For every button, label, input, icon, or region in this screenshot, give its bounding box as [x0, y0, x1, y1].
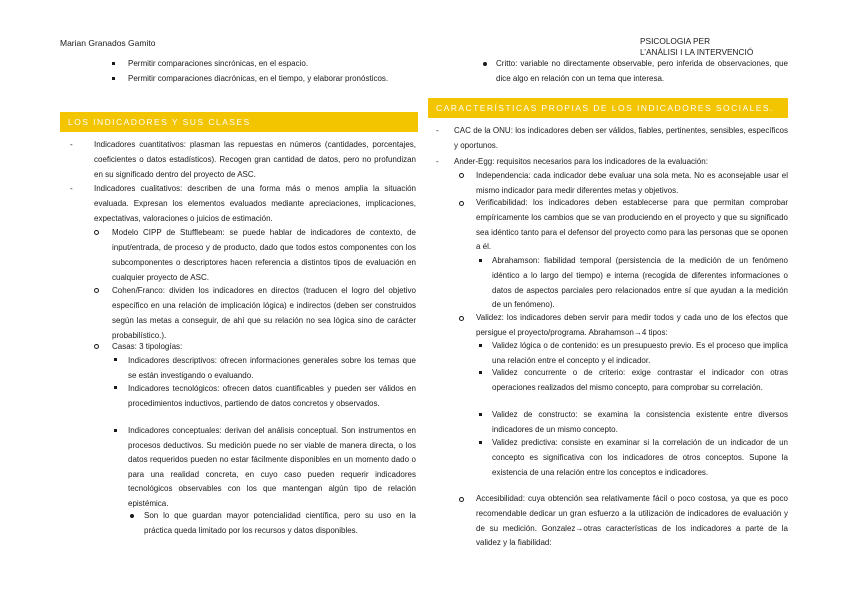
item-text: Validez de constructo: se examina la consistencia existente entre diversos indicadores de un mismo concepto.	[492, 410, 788, 434]
item-text: CAC de la ONU: los indicadores deben ser válidos, fiables, pertinentes, sensibles, específicos y oportunos.	[454, 126, 788, 150]
bullet-diacronicas	[128, 72, 416, 87]
item-tecnologicos	[128, 381, 416, 411]
square-bullet-icon	[114, 386, 117, 389]
square-bullet-icon	[479, 413, 482, 416]
item-text: Validez concurrente o de criterio: exige contrastar el indicador con otras operaciones realizados del mismo concepto, para comprobar su correlación.	[492, 368, 788, 392]
course-title	[640, 36, 753, 58]
item-text: Validez: los indicadores deben servir para medir todos y cada uno de los efectos que persigue el proyecto/programa. Abrahamson→4 tipos:	[476, 313, 788, 337]
square-bullet-icon	[479, 371, 482, 374]
circle-bullet-icon	[459, 201, 464, 206]
item-text: Ander-Egg: requisitos necesarios para los indicadores de la evaluación:	[454, 157, 708, 166]
item-cipp	[112, 225, 416, 285]
circle-bullet-icon	[459, 173, 464, 178]
item-validez-logica	[492, 339, 788, 369]
course-title-line-2: L’ANÀLISI I LA INTERVENCIÓ	[640, 47, 754, 57]
dash-marker: -	[70, 140, 73, 149]
item-cohen	[112, 283, 416, 343]
dot-bullet-icon	[130, 514, 134, 518]
item-descriptivos	[128, 353, 416, 383]
item-text: Modelo CIPP de Stufflebeam: se puede hablar de indicadores de contexto, de input/entrada, de proceso y de producto, dado que todos estos componentes con los subcomponentes o descriptores hacen referencia a distintos tipos de evaluación en cualquier proyecto de ASC.	[112, 228, 416, 282]
circle-bullet-icon	[459, 316, 464, 321]
bullet-text: Permitir comparaciones sincrónicas, en el espacio.	[128, 59, 309, 68]
square-bullet-icon	[114, 429, 117, 432]
bullet-sincronicas	[128, 57, 416, 71]
item-text: Validez lógica o de contenido: es un presupuesto previo. Es el proceso que implica una relación entre el concepto y el indicador.	[492, 341, 788, 365]
item-text: Indicadores cualitativos: describen de una forma más o menos amplia la situación evaluada. Expresan los elementos evaluados mediante apreciaciones, implicaciones, expectativas, valoraciones o juicios de estimación.	[94, 184, 416, 223]
item-cuantitativos	[70, 137, 416, 182]
item-validez	[476, 311, 788, 341]
item-text: Accesibilidad: cuya obtención sea relativamente fácil o poco costosa, ya que es poco recomendable dedicar un gran esfuerzo a la utilización de indicadores de evaluación y de su medición. Gonzalez→otras características de los indicadores a parte de la validez y la fiabilidad:	[476, 494, 788, 548]
circle-bullet-icon	[94, 344, 99, 349]
dash-marker: -	[436, 157, 439, 166]
dash-marker: -	[436, 126, 439, 135]
item-validez-predictiva	[492, 436, 788, 480]
item-text: Casas: 3 tipologías:	[112, 342, 183, 351]
square-bullet-icon	[479, 441, 482, 444]
circle-bullet-icon	[94, 288, 99, 293]
square-bullet-icon	[479, 259, 482, 262]
item-text: Indicadores conceptuales: derivan del análisis conceptual. Son instrumentos en procesos deductivos. Su medición puede no ser viable de manera directa, o los datos requeridos pueden no estar fácilmente disponibles en un momento dado o para una realidad concreta, en cuyo caso pueden requerir indicadores tecnológicos observables con los que mantengan algún tipo de relación epistémica.	[128, 426, 416, 508]
item-text: Indicadores tecnológicos: ofrecen datos cuantificables y pueden ser válidos en procedimientos inductivos, partiendo de datos concretos y observados.	[128, 384, 416, 408]
section-header-caracteristicas: CARACTERÍSTICAS PROPIAS DE LOS INDICADORES SOCIALES.	[428, 98, 788, 118]
circle-bullet-icon	[94, 230, 99, 235]
item-text: Son lo que guardan mayor potencialidad científica, pero su uso en la práctica queda limitado por los recursos y datos disponibles.	[144, 511, 416, 535]
item-conceptuales	[128, 424, 416, 512]
item-abrahamson	[492, 254, 788, 313]
item-validez-constructo	[492, 408, 788, 438]
item-critto	[496, 57, 788, 86]
item-cualitativos	[70, 181, 416, 226]
item-accesibilidad	[476, 492, 788, 551]
item-ander-egg	[436, 154, 788, 169]
item-cac	[436, 123, 788, 153]
item-casas	[112, 339, 416, 354]
dot-bullet-icon	[483, 62, 487, 66]
square-bullet-icon	[479, 344, 482, 347]
square-bullet-icon	[114, 358, 117, 361]
item-text: Indicadores descriptivos: ofrecen informaciones generales sobre los temas que se están investigando o evaluando.	[128, 356, 416, 380]
item-validez-concurrente	[492, 366, 788, 396]
item-verificabilidad	[476, 196, 788, 255]
item-text: Critto: variable no directamente observable, pero inferida de observaciones, que dice algo en relación con un tema que interesa.	[496, 59, 788, 83]
bullet-text: Permitir comparaciones diacrónicas, en el tiempo, y elaborar pronósticos.	[128, 74, 389, 83]
item-text: Cohen/Franco: dividen los indicadores en directos (traducen el logro del objetivo específico en una relación de implicación lógica) e indirectos (deben ser construidos según las metas a conseguir, de ahí que su relación no sea lógica sino de carácter probabilístico.).	[112, 286, 416, 340]
item-text: Abrahamson: fiabilidad temporal (persistencia de la medición de un fenómeno idéntico a lo largo del tiempo) e interna (recogida de diferentes informaciones o datos de aspectos parciales pero relacionados entre sí que ayudan a la medición de un fenómeno).	[492, 256, 788, 310]
square-bullet-icon	[112, 62, 115, 65]
item-independencia	[476, 168, 788, 198]
dash-marker: -	[70, 184, 73, 193]
item-text: Independencia: cada indicador debe evaluar una sola meta. No es aconsejable usar el mismo indicador para medir diferentes metas y objetivos.	[476, 171, 788, 195]
section-header-indicadores: LOS INDICADORES Y SUS CLASES	[60, 112, 418, 132]
item-text: Verificabilidad: los indicadores deben establecerse para que permitan comprobar empíricamente los cambios que se van produciendo en el proyecto y que su significado sea idéntico tanto para el defensor del proyecto como para las personas que se oponen a él.	[476, 198, 788, 252]
item-text: Indicadores cuantitativos: plasman las repuestas en números (cantidades, porcentajes, coeficientes o datos estadísticos). Recogen gran cantidad de datos, pero no profundizan en su significado dentro del proyecto de ASC.	[94, 140, 416, 179]
square-bullet-icon	[112, 77, 115, 80]
item-text: Validez predictiva: consiste en examinar si la correlación de un indicador de un concepto es significativa con los indicadores de otros conceptos. Supone la existencia de una relación entre los conceptos e indicadores.	[492, 438, 788, 477]
course-title-line-1: PSICOLOGIA PER	[640, 36, 711, 46]
circle-bullet-icon	[459, 497, 464, 502]
item-potencialidad	[144, 509, 416, 538]
author-name: Marian Granados Gamito	[60, 38, 156, 48]
